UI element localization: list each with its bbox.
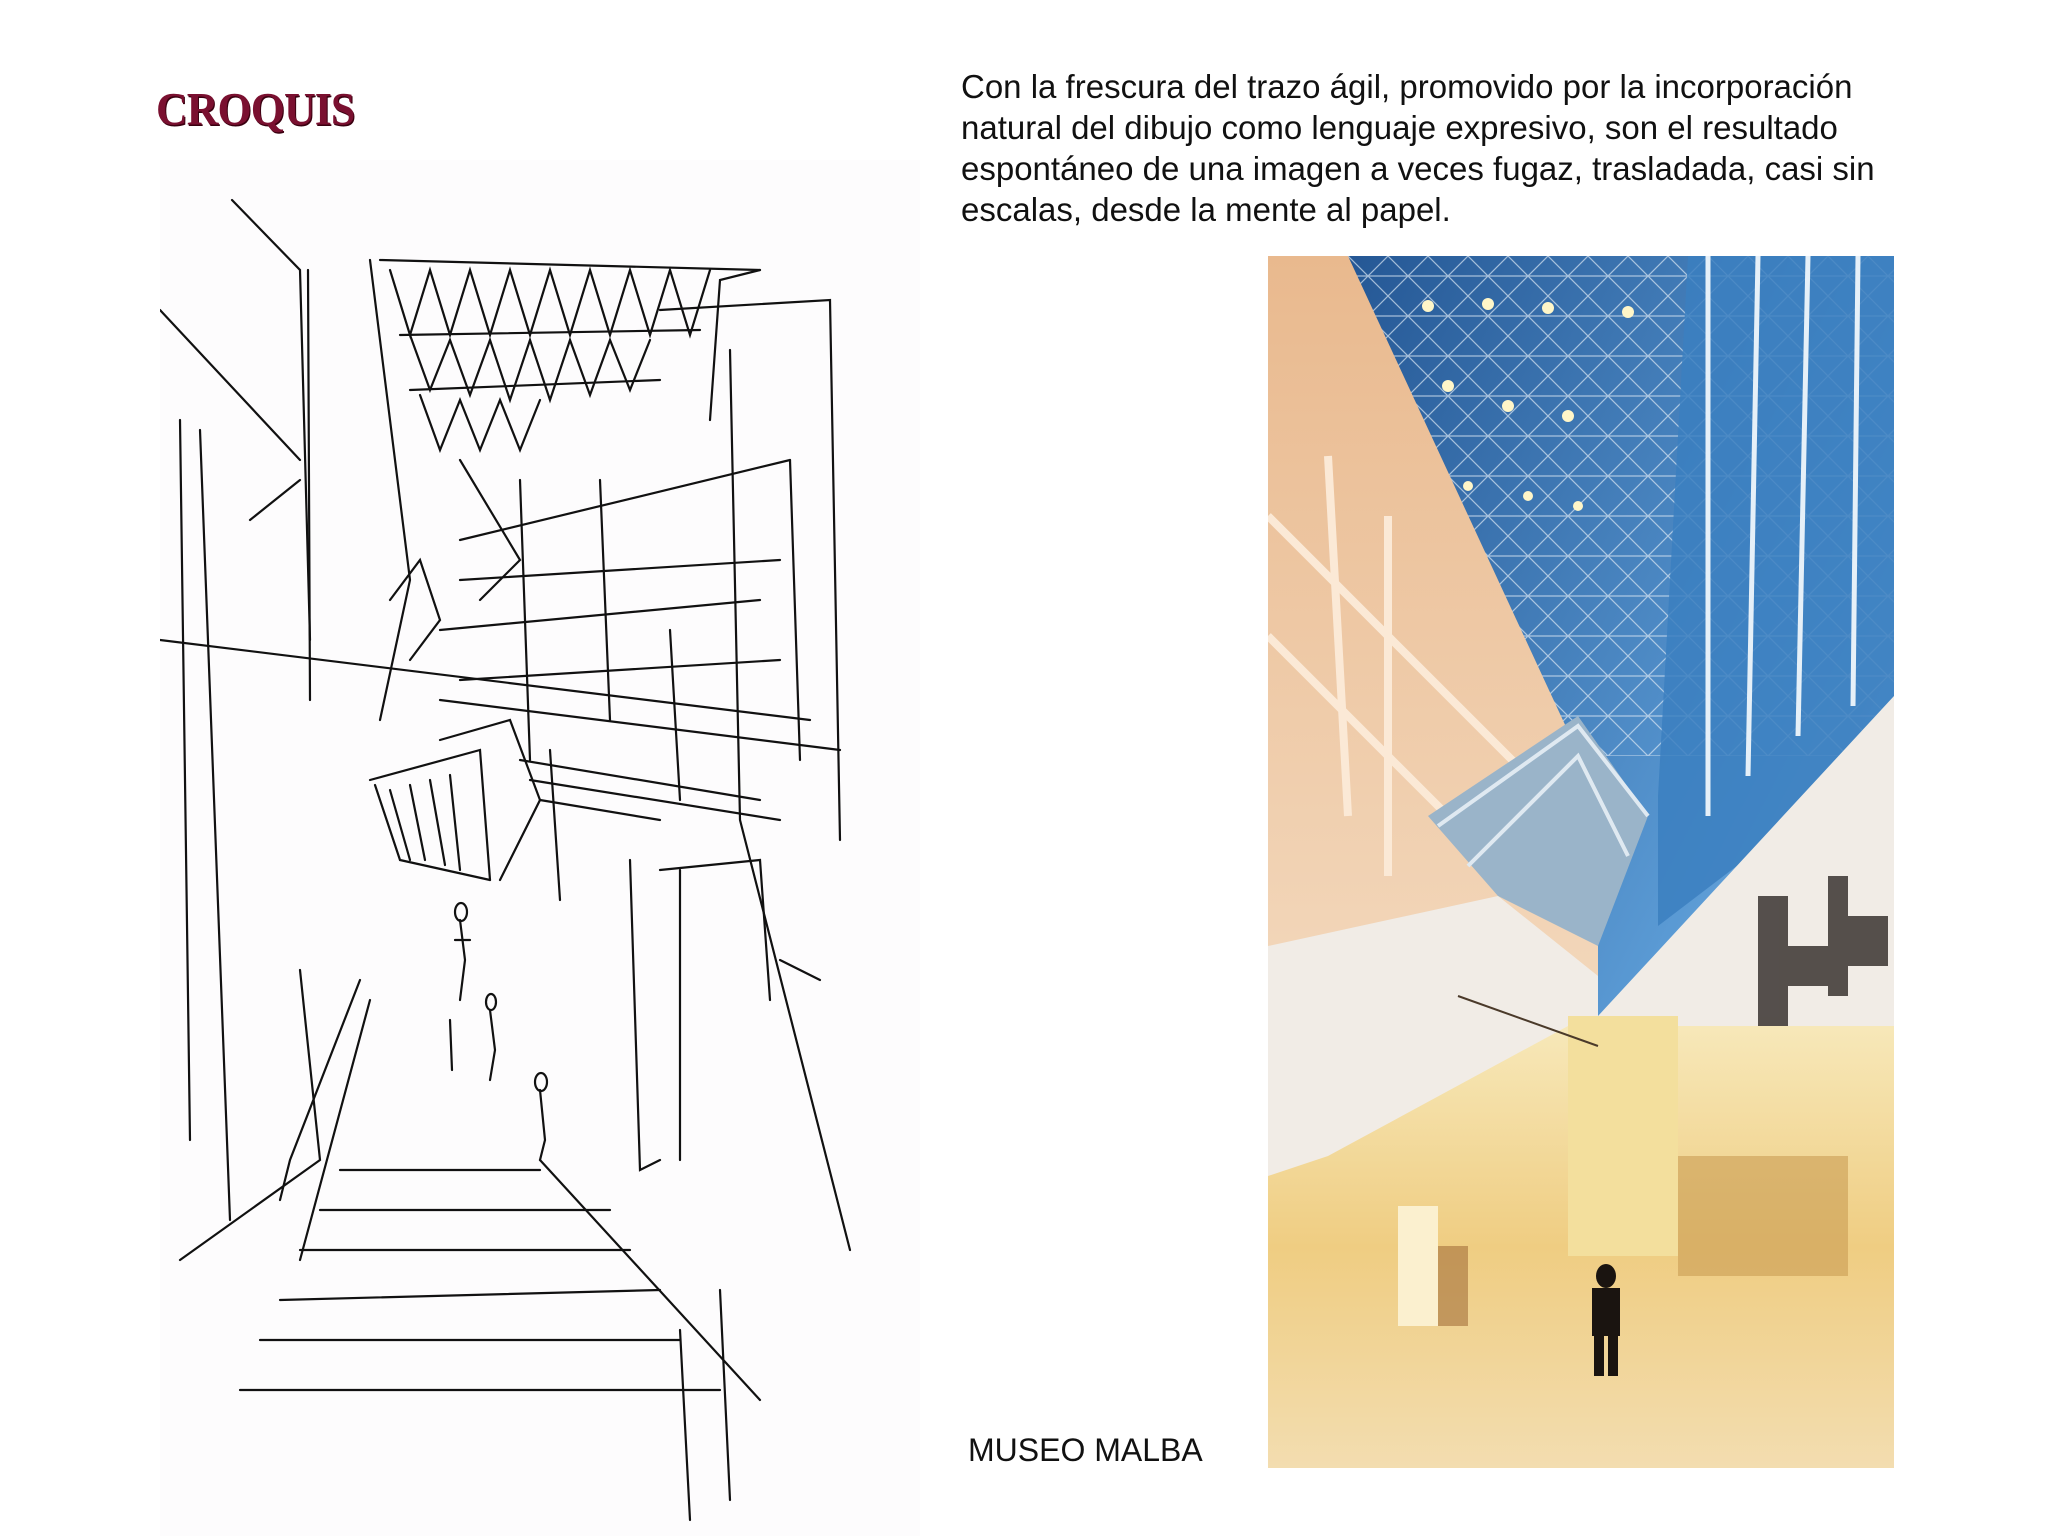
photo-caption: MUSEO MALBA	[968, 1432, 1203, 1468]
intro-paragraph: Con la frescura del trazo ágil, promovido por la incorporación natural del dibujo como lenguaje expresivo, son el resultado espontáneo de una imagen a veces fugaz, trasladada, casi sin escalas, desde la mente al papel.	[961, 68, 1875, 228]
architectural-sketch	[160, 160, 920, 1536]
museo-malba-photo	[1268, 256, 1894, 1468]
slide-title: CROQUIS	[156, 83, 355, 136]
